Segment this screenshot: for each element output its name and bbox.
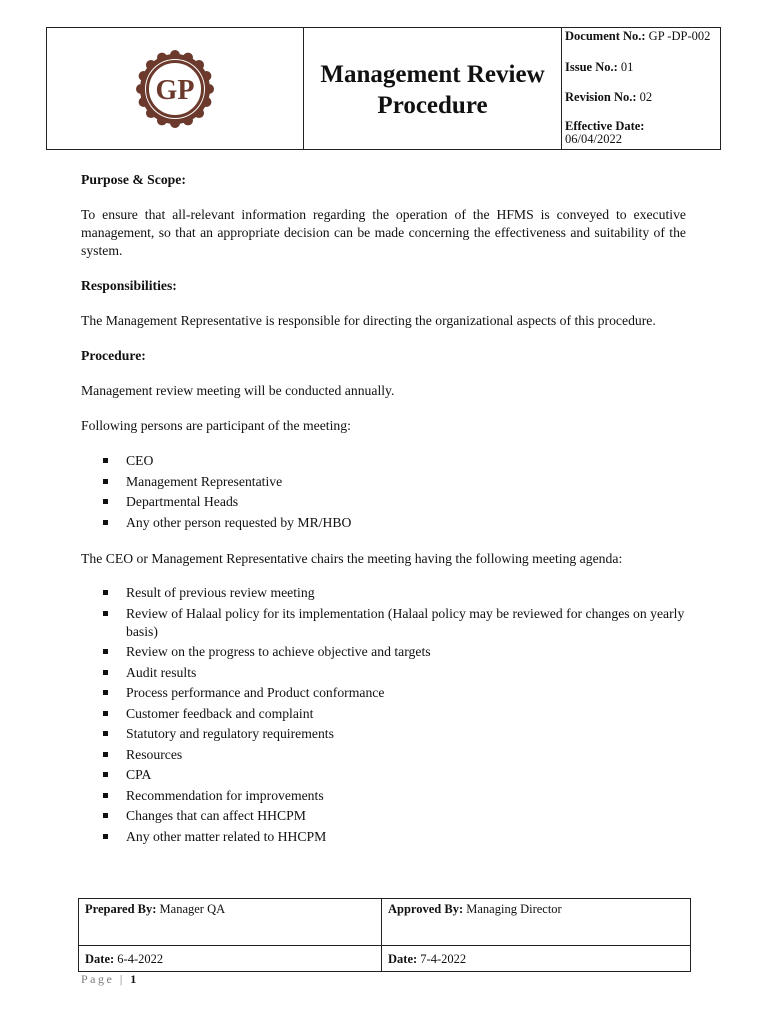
- bullet-icon: [103, 458, 108, 463]
- issue-no-label: Issue No.:: [565, 60, 618, 74]
- participants-list: [81, 452, 686, 532]
- page-label: Page |: [81, 972, 125, 986]
- bullet-icon: [103, 611, 108, 616]
- logo-scallop: [204, 84, 214, 94]
- bullet-icon: [103, 590, 108, 595]
- responsibilities-text: The Management Representative is responsible for directing the organizational aspects of this procedure.: [81, 313, 656, 328]
- list-item-text: Resources: [126, 746, 183, 762]
- revision-no-row: [562, 89, 720, 119]
- prepared-by-cell: [79, 899, 381, 945]
- list-item: [81, 766, 686, 784]
- list-item: [81, 787, 686, 805]
- logo-scallop: [170, 50, 180, 60]
- list-item: [81, 705, 686, 723]
- bullet-icon: [103, 520, 108, 525]
- bullet-icon: [103, 499, 108, 504]
- purpose-text: To ensure that all-relevant information regarding the operation of the HFMS is conveyed to executive management, so that an appropriate decision can be made concerning the effectiveness and suitability of the system.: [81, 207, 686, 258]
- prepared-date-value: 6-4-2022: [117, 952, 164, 966]
- list-item-text: Audit results: [126, 664, 197, 680]
- page-number-value: 1: [130, 972, 137, 986]
- list-item: [81, 493, 686, 511]
- list-item-text: Customer feedback and complaint: [126, 705, 314, 721]
- document-meta: [562, 28, 720, 149]
- list-item: [81, 514, 686, 532]
- document-no-row: [562, 28, 720, 58]
- document-body: [81, 171, 686, 848]
- bullet-icon: [103, 690, 108, 695]
- list-item: [81, 828, 686, 846]
- bullet-icon: [103, 670, 108, 675]
- revision-no-label: Revision No.:: [565, 90, 637, 104]
- list-item: [81, 584, 686, 602]
- list-item-text: Changes that can affect HHCPM: [126, 808, 306, 823]
- revision-no-value: 02: [639, 90, 653, 104]
- bullet-icon: [103, 752, 108, 757]
- document-header: [46, 27, 721, 150]
- logo-cell: [47, 28, 304, 149]
- list-item: [81, 746, 686, 764]
- approved-by-value: Managing Director: [466, 902, 562, 916]
- company-logo: [135, 49, 215, 129]
- procedure-line-1: Management review meeting will be conducted annually.: [81, 383, 395, 398]
- prepared-date-label: Date:: [85, 952, 115, 966]
- approved-by-cell: [381, 899, 690, 945]
- list-item-text: Process performance and Product conformance: [126, 685, 385, 700]
- list-item: [81, 725, 686, 743]
- list-item: [81, 664, 686, 682]
- list-item: [81, 452, 686, 470]
- prepared-by-label: Prepared By:: [85, 902, 157, 916]
- effective-date-label: Effective Date:: [565, 119, 645, 133]
- approved-date-label: Date:: [388, 952, 418, 966]
- list-item: [81, 473, 686, 491]
- document-title: [304, 28, 562, 149]
- list-item-text: Recommendation for improvements: [126, 787, 324, 803]
- title-line-2: Procedure: [377, 91, 488, 119]
- purpose-heading: Purpose & Scope:: [81, 172, 186, 187]
- logo-scallop: [136, 84, 146, 94]
- procedure-heading: Procedure:: [81, 348, 146, 363]
- bullet-icon: [103, 731, 108, 736]
- list-item-text: Result of previous review meeting: [126, 585, 315, 600]
- list-item: [81, 605, 686, 641]
- bullet-icon: [103, 793, 108, 798]
- effective-date-row: [562, 119, 720, 146]
- issue-no-row: [562, 58, 720, 89]
- prepared-date-cell: [79, 946, 381, 972]
- responsibilities-heading: Responsibilities:: [81, 278, 177, 293]
- approved-date-cell: [381, 946, 690, 972]
- logo-scallop: [170, 118, 180, 128]
- list-item-text: Departmental Heads: [126, 494, 239, 509]
- list-item-text: Any other matter related to HHCPM: [126, 828, 327, 844]
- list-item: [81, 643, 686, 661]
- date-row: [79, 946, 690, 972]
- list-item-text: CEO: [126, 453, 154, 468]
- procedure-line-2: Following persons are participant of the meeting:: [81, 418, 351, 433]
- approval-row: [79, 899, 690, 946]
- document-no-label: Document No.:: [565, 29, 646, 43]
- list-item-text: Statutory and regulatory requirements: [126, 726, 334, 741]
- bullet-icon: [103, 711, 108, 716]
- logo-text: GP: [155, 74, 195, 106]
- list-item-text: Review of Halaal policy for its implementation (Halaal policy may be reviewed for changes on yearly basis): [126, 605, 685, 639]
- approval-table: [78, 898, 691, 972]
- list-item-text: Any other person requested by MR/HBO: [126, 514, 352, 530]
- approved-date-value: 7-4-2022: [420, 952, 467, 966]
- page-number: [81, 972, 136, 987]
- list-item: [81, 807, 686, 825]
- title-line-1: Management Review: [320, 60, 545, 88]
- issue-no-value: 01: [620, 60, 634, 74]
- bullet-icon: [103, 834, 108, 839]
- document-no-value: GP -DP-002: [648, 29, 711, 43]
- agenda-intro: The CEO or Management Representative chairs the meeting having the following meeting agenda:: [81, 551, 623, 566]
- bullet-icon: [103, 813, 108, 818]
- prepared-by-value: Manager QA: [159, 902, 226, 916]
- bullet-icon: [103, 772, 108, 777]
- list-item-text: Review on the progress to achieve objective and targets: [126, 644, 431, 659]
- list-item-text: CPA: [126, 767, 152, 782]
- effective-date-value: 06/04/2022: [565, 132, 622, 146]
- bullet-icon: [103, 479, 108, 484]
- approved-by-label: Approved By:: [388, 902, 464, 916]
- list-item: [81, 684, 686, 702]
- agenda-list: [81, 584, 686, 846]
- bullet-icon: [103, 649, 108, 654]
- list-item-text: Management Representative: [126, 473, 283, 489]
